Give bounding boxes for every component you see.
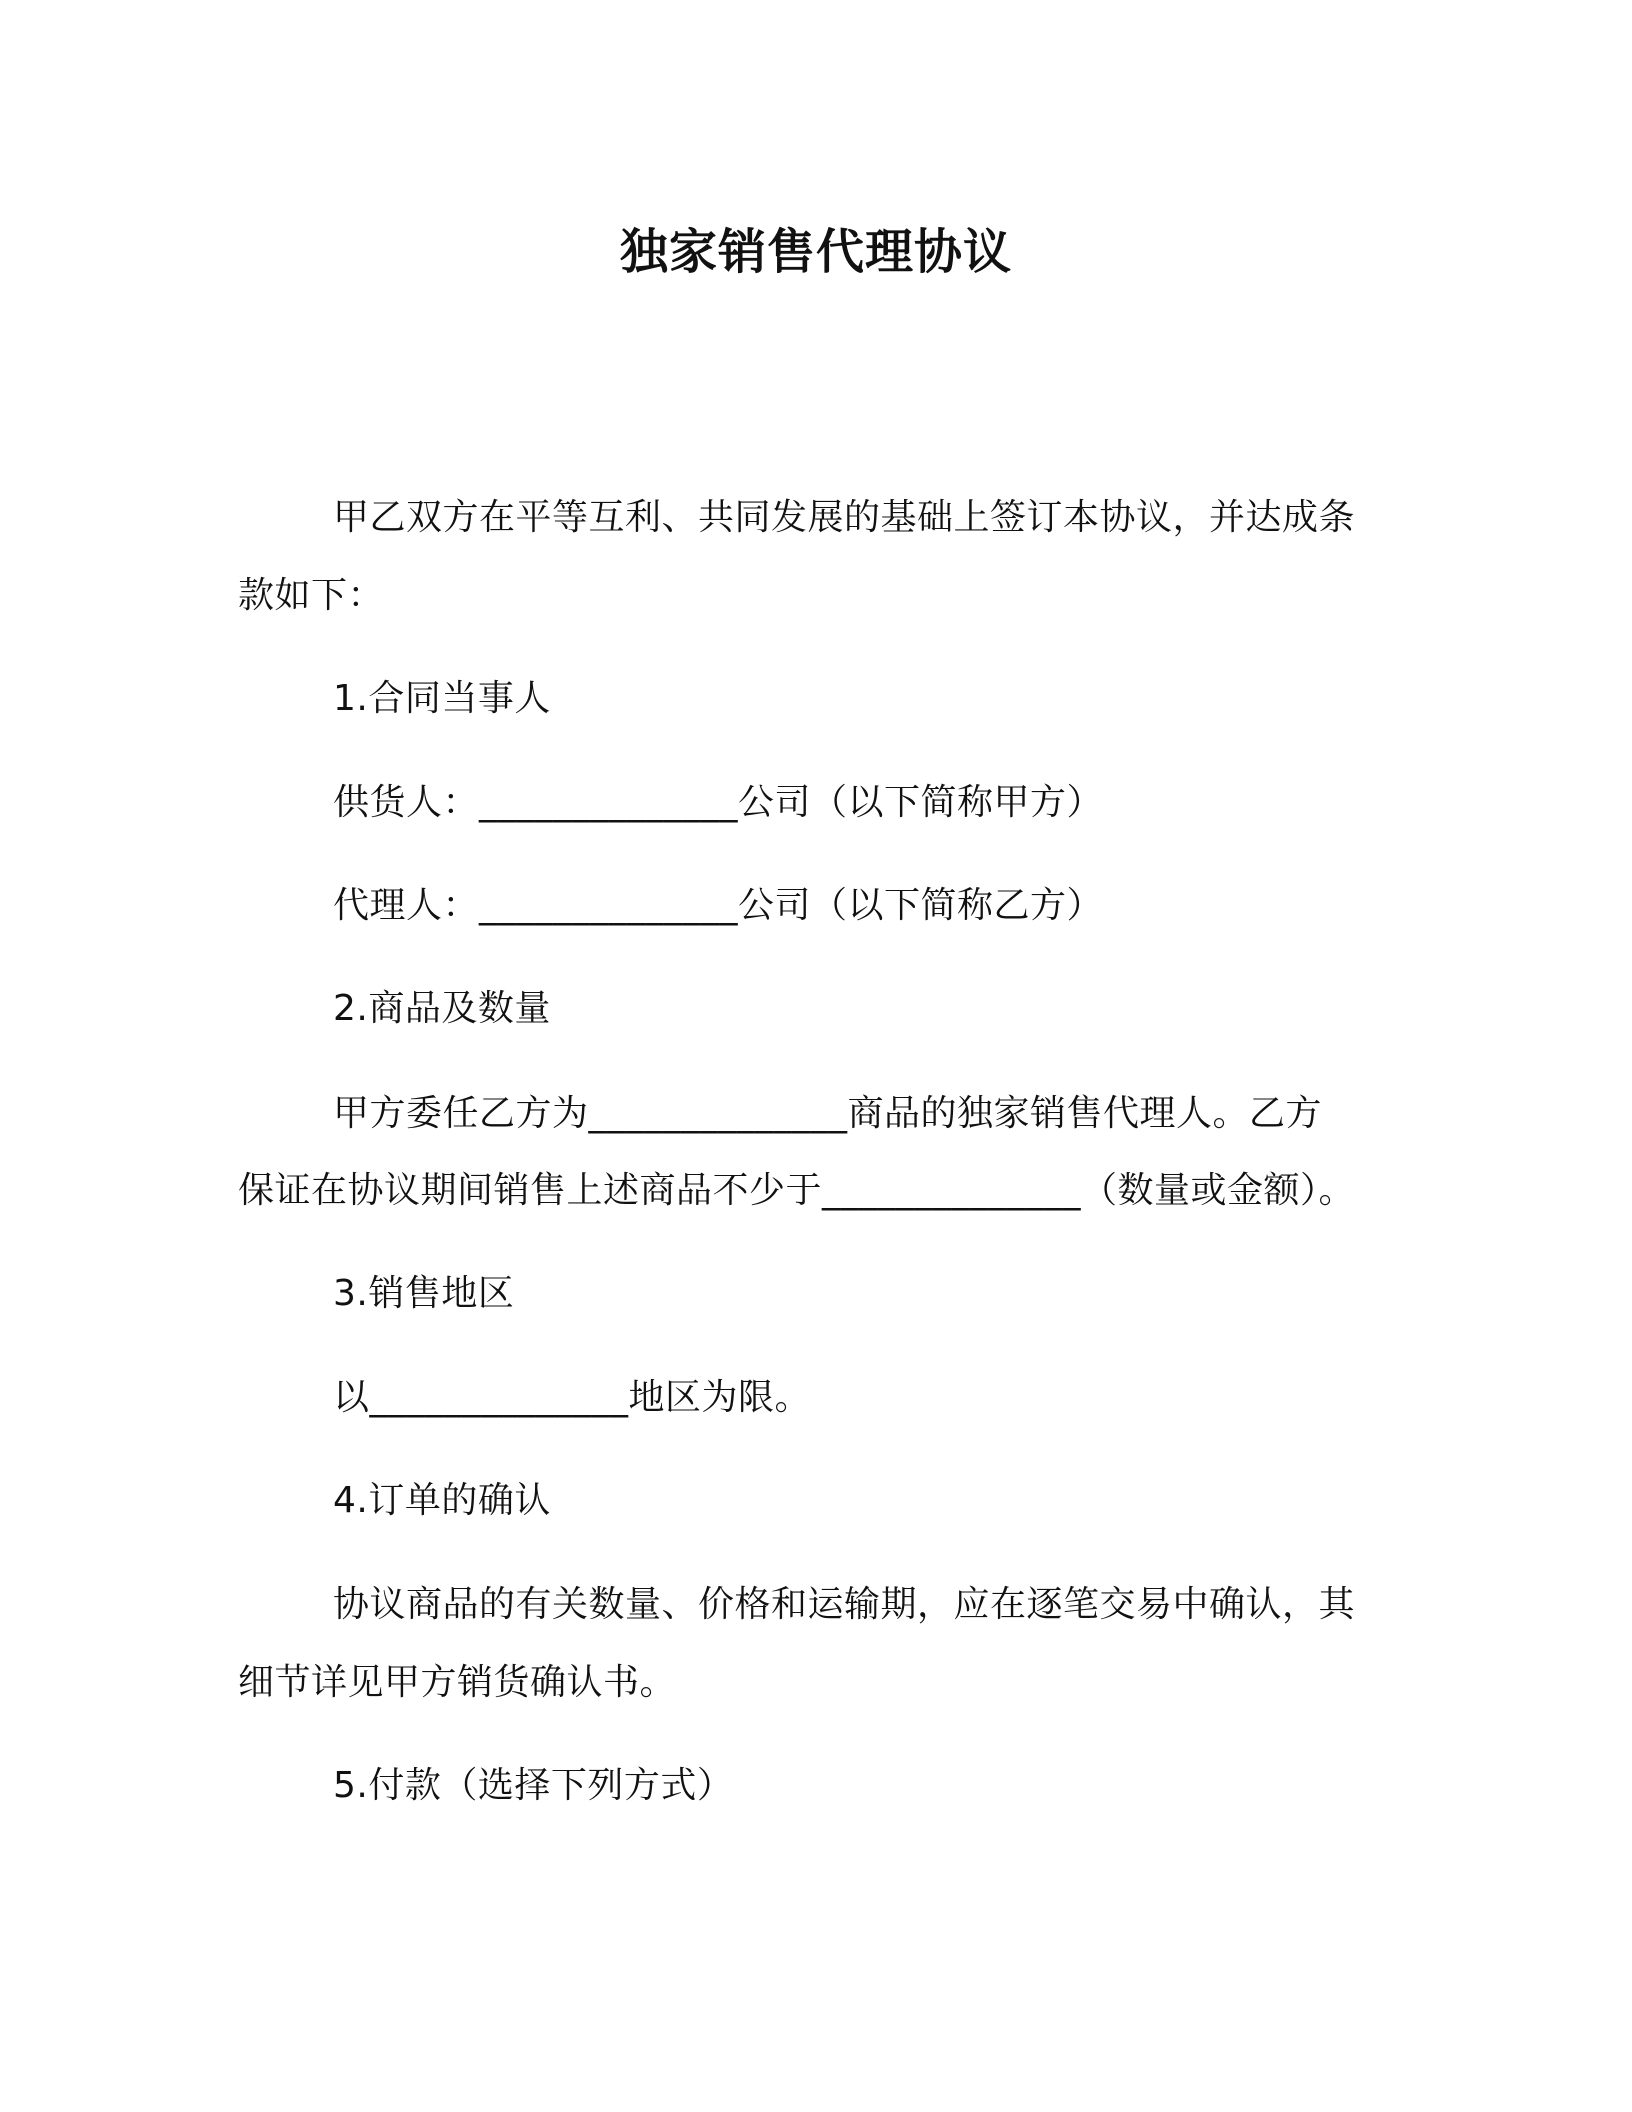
goods-paragraph-line-2: 保证在协议期间销售上述商品不少于______________（数量或金额）。 (238, 1170, 1356, 1211)
supplier-line: 供货人：______________公司（以下简称甲方） (333, 782, 1104, 823)
goods-paragraph-line-1: 甲方委任乙方为______________商品的独家销售代理人。乙方 (333, 1093, 1323, 1134)
section-heading-payment: 5.付款（选择下列方式） (333, 1765, 734, 1806)
section-heading-region: 3.销售地区 (333, 1273, 515, 1314)
section-heading-parties: 1.合同当事人 (333, 678, 551, 719)
section-heading-goods: 2.商品及数量 (333, 988, 551, 1029)
intro-paragraph-line-1: 甲乙双方在平等互利、共同发展的基础上签订本协议，并达成条 (333, 497, 1356, 538)
document-title: 独家销售代理协议 (619, 224, 1012, 280)
region-line: 以______________地区为限。 (333, 1377, 812, 1418)
intro-paragraph-line-2: 款如下： (238, 575, 385, 616)
order-paragraph-line-1: 协议商品的有关数量、价格和运输期，应在逐笔交易中确认，其 (333, 1584, 1356, 1625)
section-heading-order: 4.订单的确认 (333, 1480, 551, 1521)
order-paragraph-line-2: 细节详见甲方销货确认书。 (238, 1662, 677, 1703)
agent-line: 代理人：______________公司（以下简称乙方） (333, 885, 1104, 926)
